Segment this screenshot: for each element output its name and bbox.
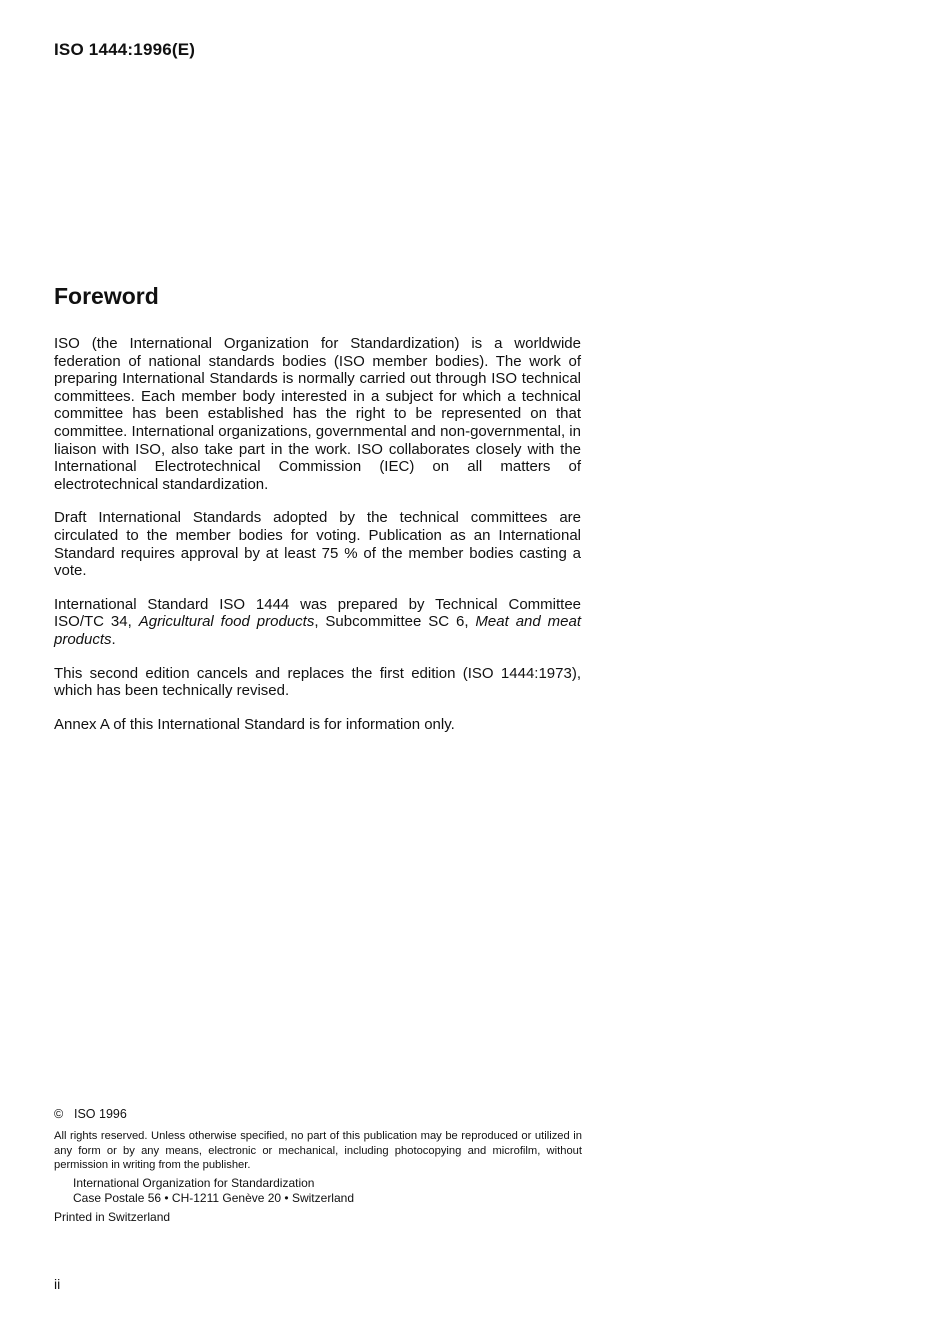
printed-location: Printed in Switzerland [54, 1210, 171, 1225]
copyright-block [54, 1107, 582, 1225]
document-header: ISO 1444:1996(E) [54, 40, 196, 59]
foreword-paragraph: Draft International Standards adopted by the technical committees are circulated to the member bodies for voting. Publication as an International Standard requires approval by at least 75 % of the member bodies casting a vote. [54, 509, 581, 580]
foreword-paragraph: Annex A of this International Standard is for information only. [54, 715, 455, 733]
paragraph-text: International Standard ISO 1444 was prepared by Technical Committee ISO/TC 34, [54, 595, 581, 631]
publisher-address [73, 1176, 582, 1206]
foreword-paragraph: ISO (the International Organization for Standardization) is a worldwide federation of national standards bodies (ISO member bodies). The work of preparing International Standards is normally carried out through ISO technical committees. Each member body interested in a subject for which a technical committee has been established has the right to be represented on that committee. International organizations, governmental and non-governmental, in liaison with ISO, also take part in the work. ISO collaborates closely with the International Electrotechnical Commission (IEC) on all matters of electrotechnical standardization. [54, 335, 581, 493]
copyright-icon: © [54, 1107, 64, 1121]
page-number: ii [54, 1276, 61, 1292]
paragraph-text: . [111, 630, 116, 648]
committee-name: Agricultural food products [138, 613, 315, 631]
foreword-paragraph: This second edition cancels and replaces the first edition (ISO 1444:1973), which has been technically revised. [54, 664, 581, 700]
subcommittee-name: Meat and meat products [54, 613, 581, 648]
paragraph-text: , Subcommittee SC 6, [314, 613, 476, 631]
copyright-text: ISO 1996 [74, 1107, 127, 1121]
copyright-notice [54, 1107, 582, 1121]
postal-address: Case Postale 56 • CH-1211 Genève 20 • Switzerland [73, 1191, 354, 1206]
foreword-paragraph [54, 596, 581, 649]
rights-statement: All rights reserved. Unless otherwise specified, no part of this publication may be reproduced or utilized in any form or by any means, electronic or mechanical, including photocopying and microfilm, without permission in writing from the publisher. [54, 1130, 582, 1171]
organization-name: International Organization for Standardization [73, 1176, 315, 1191]
section-title: Foreword [54, 283, 159, 309]
foreword-body [54, 335, 581, 749]
